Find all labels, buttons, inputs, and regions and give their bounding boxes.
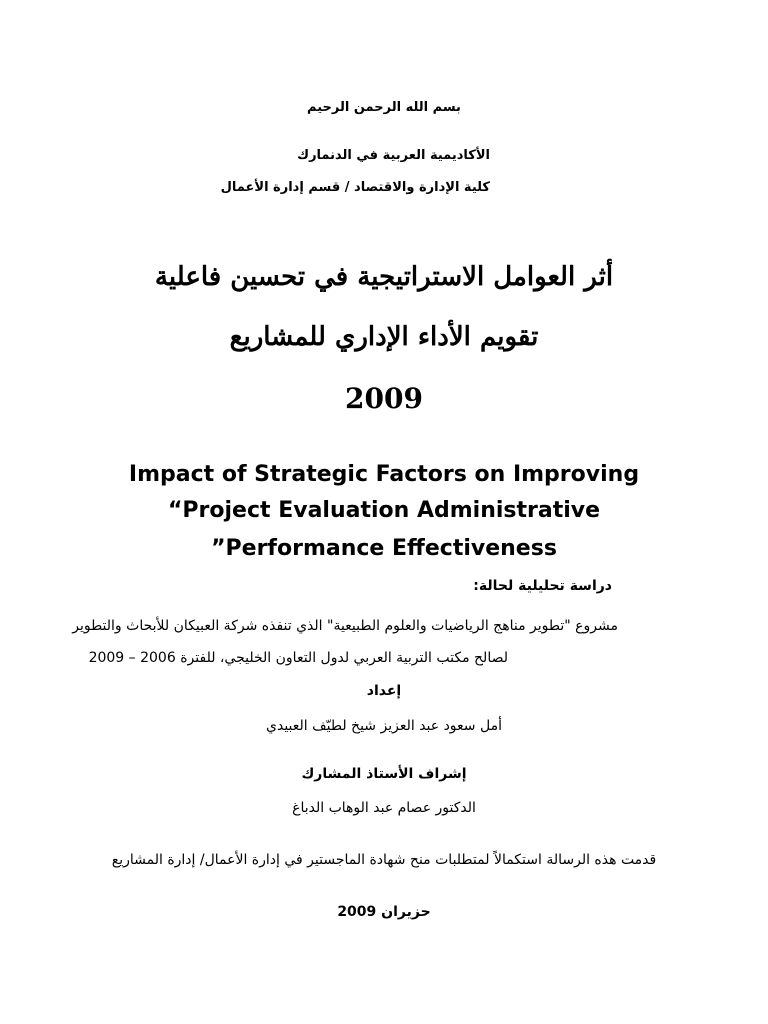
institution-name: الأكاديمية العربية في الدنمارك (297, 148, 490, 163)
english-title-line-2: “Project Evaluation Administrative (167, 498, 601, 523)
supervision-label: إشراف الأستاذ المشارك (301, 766, 467, 782)
title-year: 2009 (345, 382, 423, 415)
case-study-line-1: مشروع "تطوير مناهج الرياضيات والعلوم الطبيعية" الذي تنفذه شركة العبيكان للأبحاث والتطوير (72, 618, 618, 634)
case-study-line-2: لصالح مكتب التربية العربي لدول التعاون الخليجي، للفترة 2006 – 2009 (88, 650, 508, 666)
english-title-line-1: Impact of Strategic Factors on Improving (128, 462, 640, 487)
department-name: كلية الإدارة والاقتصاد / قسم إدارة الأعمال (220, 180, 490, 195)
prepared-by-label: إعداد (366, 683, 402, 699)
submission-statement: قدمت هذه الرسالة استكمالاً لمتطلبات منح شهادة الماجستير في إدارة الأعمال/ إدارة المشاريع (111, 852, 657, 868)
supervisor-name: الدكتور عصام عبد الوهاب الدباغ (292, 800, 476, 816)
basmala: بسم الله الرحمن الرحيم (307, 100, 461, 115)
author-name: أمل سعود عبد العزيز شيخ لطيّف العبيدي (266, 718, 502, 734)
english-title-line-3: ”Performance Effectiveness (211, 536, 557, 561)
arabic-title-line-2: تقويم الأداء الإداري للمشاريع (229, 322, 539, 352)
submission-date: حزيران 2009 (337, 904, 431, 920)
case-study-heading: دراسة تحليلية لحالة: (473, 578, 612, 594)
arabic-title-line-1: أثر العوامل الاستراتيجية في تحسين فاعلية (154, 262, 614, 292)
